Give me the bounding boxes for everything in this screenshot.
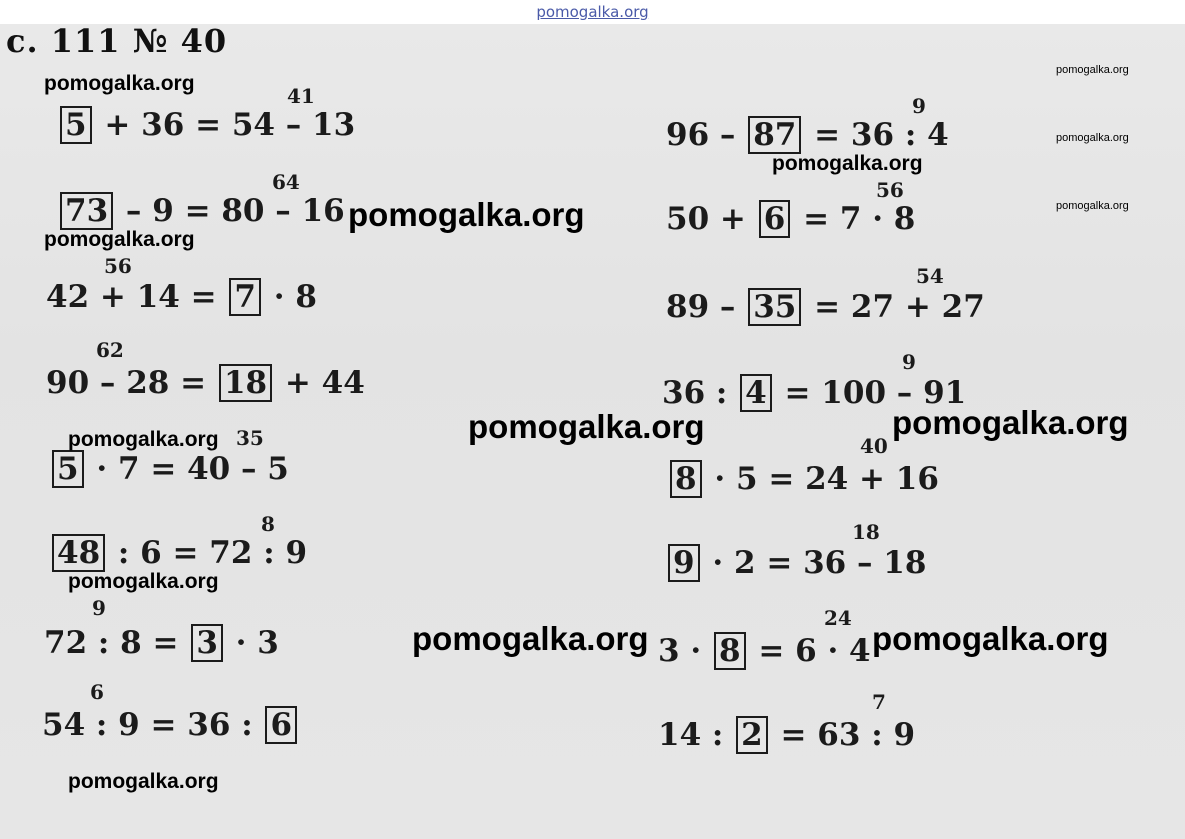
answer-box: 48 [52, 534, 105, 572]
helper-number: 56 [104, 254, 132, 278]
watermark: pomogalka.org [1056, 132, 1129, 144]
equation-rest: : 6 = 72 : 9 [107, 535, 308, 571]
helper-number: 9 [92, 596, 106, 620]
equation-right-6 [666, 544, 926, 582]
equation-right-1 [666, 116, 949, 154]
helper-number: 62 [96, 338, 124, 362]
equation-left-6 [50, 534, 307, 572]
site-link[interactable]: pomogalka.org [536, 3, 649, 21]
equation-right-8 [658, 716, 915, 754]
equation-left-4 [46, 364, 365, 402]
watermark: pomogalka.org [872, 620, 1109, 657]
equation-pre: 14 : [658, 717, 735, 753]
watermark: pomogalka.org [412, 620, 649, 657]
answer-box: 9 [668, 544, 700, 582]
equation-rest: + 36 = 54 – 13 [93, 107, 356, 143]
watermark: pomogalka.org [1056, 200, 1129, 212]
helper-number: 9 [902, 350, 916, 374]
equation-rest: = 7 · 8 [792, 201, 916, 237]
watermark: pomogalka.org [68, 770, 219, 793]
answer-box: 6 [265, 706, 297, 744]
helper-number: 54 [916, 264, 944, 288]
page-title: с. 111 № 40 [6, 22, 228, 60]
watermark: pomogalka.org [1056, 64, 1129, 76]
equation-right-3 [666, 288, 985, 326]
equation-pre: 3 · [658, 633, 712, 669]
answer-box: 18 [219, 364, 272, 402]
answer-box: 87 [748, 116, 801, 154]
helper-number: 64 [272, 170, 300, 194]
equation-rest: · 3 [224, 625, 279, 661]
answer-box: 35 [748, 288, 801, 326]
equation-pre: 89 – [666, 289, 747, 325]
equation-left-3 [46, 278, 317, 316]
equation-pre: 42 + 14 = [46, 279, 228, 315]
equation-rest: · 7 = 40 – 5 [85, 451, 289, 487]
answer-box: 4 [740, 374, 772, 412]
equation-rest: = 63 : 9 [769, 717, 916, 753]
helper-number: 18 [852, 520, 880, 544]
answer-box: 8 [670, 460, 702, 498]
watermark: pomogalka.org [68, 570, 219, 593]
equation-right-7 [658, 632, 871, 670]
equation-right-2 [666, 200, 915, 238]
equation-pre: 54 : 9 = 36 : [42, 707, 264, 743]
helper-number: 9 [912, 94, 926, 118]
equation-pre: 50 + [666, 201, 757, 237]
equation-rest: = 100 – 91 [773, 375, 967, 411]
helper-number: 6 [90, 680, 104, 704]
equation-rest: = 6 · 4 [747, 633, 871, 669]
answer-box: 7 [229, 278, 261, 316]
helper-number: 41 [287, 84, 315, 108]
watermark: pomogalka.org [468, 408, 705, 445]
watermark: pomogalka.org [44, 228, 195, 251]
site-link-bar [0, 0, 1185, 24]
answer-box: 73 [60, 192, 113, 230]
equation-rest: · 2 = 36 – 18 [701, 545, 927, 581]
equation-rest: – 9 = 80 – 16 [115, 193, 345, 229]
watermark: pomogalka.org [348, 196, 585, 233]
equation-pre: 90 – 28 = [46, 365, 217, 401]
answer-box: 5 [52, 450, 84, 488]
equation-rest: = 36 : 4 [803, 117, 949, 153]
answer-box: 3 [191, 624, 223, 662]
helper-number: 8 [261, 512, 275, 536]
watermark: pomogalka.org [44, 72, 195, 95]
answer-box: 2 [736, 716, 768, 754]
answer-box: 8 [714, 632, 746, 670]
answer-box: 6 [759, 200, 791, 238]
equation-left-1 [58, 106, 355, 144]
helper-number: 56 [876, 178, 904, 202]
helper-number: 7 [872, 690, 886, 714]
equation-pre: 72 : 8 = [44, 625, 190, 661]
helper-number: 24 [824, 606, 852, 630]
equation-left-7 [44, 624, 279, 662]
equation-right-5 [668, 460, 939, 498]
equation-left-2 [58, 192, 345, 230]
watermark: pomogalka.org [772, 152, 923, 175]
equation-left-8 [42, 706, 299, 744]
helper-number: 35 [236, 426, 264, 450]
equation-rest: · 8 [262, 279, 317, 315]
watermark: pomogalka.org [892, 404, 1129, 441]
answer-box: 5 [60, 106, 92, 144]
equation-rest: · 5 = 24 + 16 [703, 461, 939, 497]
equation-pre: 96 – [666, 117, 747, 153]
watermark: pomogalka.org [68, 428, 219, 451]
helper-number: 40 [860, 434, 888, 458]
equation-rest: = 27 + 27 [803, 289, 985, 325]
equation-rest: + 44 [274, 365, 365, 401]
equation-pre: 36 : [662, 375, 739, 411]
equation-left-5 [50, 450, 289, 488]
